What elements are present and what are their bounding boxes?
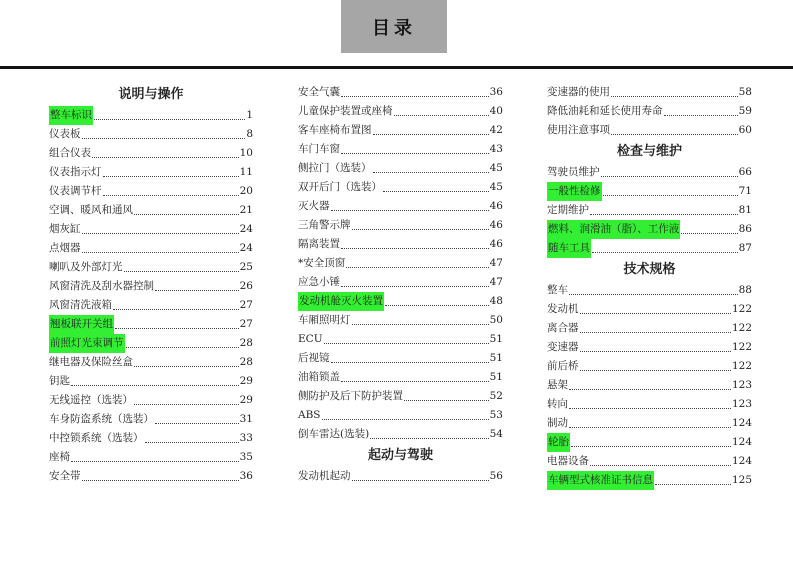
toc-entry[interactable] xyxy=(298,311,503,330)
toc-entry[interactable] xyxy=(298,330,503,349)
toc-entry[interactable] xyxy=(49,144,253,163)
toc-entry[interactable] xyxy=(49,258,253,277)
dot-leader xyxy=(394,115,489,116)
toc-entry[interactable] xyxy=(547,471,752,490)
toc-entry-page: 52 xyxy=(489,390,503,402)
toc-entry-title: 变速器 xyxy=(547,341,579,353)
toc-entry[interactable] xyxy=(547,239,752,258)
dot-leader xyxy=(569,294,738,295)
toc-entry[interactable] xyxy=(298,235,503,254)
dot-leader xyxy=(134,214,239,215)
toc-entry-title: 电器设备 xyxy=(547,455,589,467)
section-heading: 起动与驾驶 xyxy=(367,448,433,463)
toc-entry-page: 46 xyxy=(489,219,503,231)
dot-leader xyxy=(94,119,245,120)
toc-entry-page: 122 xyxy=(731,341,752,353)
toc-entry-title: 后视镜 xyxy=(298,352,330,364)
toc-entry-page: 123 xyxy=(731,398,752,410)
dot-leader xyxy=(341,381,489,382)
toc-entry-title: 整车 xyxy=(547,284,568,296)
dot-leader xyxy=(71,385,239,386)
toc-entry[interactable] xyxy=(298,159,503,178)
toc-entry-title: 安全带 xyxy=(49,470,81,482)
dot-leader xyxy=(569,408,731,409)
toc-entry-page: 122 xyxy=(731,322,752,334)
toc-entry-page: 36 xyxy=(489,86,503,98)
header-rule xyxy=(0,66,793,69)
toc-entry-title: ABS xyxy=(298,409,321,421)
toc-entry-title: 发动机舱灭火装置 xyxy=(298,292,384,311)
toc-entry-page: 122 xyxy=(731,303,752,315)
toc-entry[interactable] xyxy=(49,106,253,125)
toc-entry[interactable] xyxy=(547,102,752,121)
toc-entry-title: 安全气囊 xyxy=(298,86,340,98)
toc-entry-page: 28 xyxy=(239,337,253,349)
toc-entry-title: 三角警示牌 xyxy=(298,219,351,231)
toc-entry[interactable] xyxy=(49,372,253,391)
toc-entry-title: 应急小锤 xyxy=(298,276,340,288)
toc-entry-page: 53 xyxy=(489,409,503,421)
dot-leader xyxy=(331,362,489,363)
toc-entry-page: 40 xyxy=(489,105,503,117)
toc-entry-title: 定期维护 xyxy=(547,204,589,216)
toc-entry-page: 56 xyxy=(489,470,503,482)
toc-entry-title: 发动机起动 xyxy=(298,470,351,482)
toc-entry[interactable] xyxy=(298,349,503,368)
toc-entry-page: 66 xyxy=(738,166,752,178)
dot-leader xyxy=(385,305,489,306)
toc-entry-title: 风窗清洗及刮水器控制 xyxy=(49,280,154,292)
toc-entry-page: 42 xyxy=(489,124,503,136)
toc-entry-page: 11 xyxy=(239,166,253,178)
toc-entry[interactable] xyxy=(49,391,253,410)
toc-entry[interactable] xyxy=(298,83,503,102)
toc-entry[interactable] xyxy=(49,182,253,201)
toc-entry-title: 倒车雷达(选装) xyxy=(298,428,370,440)
dot-leader xyxy=(370,438,488,439)
toc-entry-title: 隔离装置 xyxy=(298,238,340,250)
dot-leader xyxy=(681,233,737,234)
toc-entry[interactable] xyxy=(49,125,253,144)
dot-leader xyxy=(155,423,239,424)
dot-leader xyxy=(603,195,738,196)
dot-leader xyxy=(580,332,731,333)
toc-entry[interactable] xyxy=(547,452,752,471)
toc-entry-page: 125 xyxy=(731,474,752,486)
toc-entry-title: 车厢照明灯 xyxy=(298,314,351,326)
dot-leader xyxy=(352,229,489,230)
toc-entry-page: 86 xyxy=(738,223,752,235)
toc-entry[interactable] xyxy=(547,376,752,395)
toc-entry-title: 点烟器 xyxy=(49,242,81,254)
toc-entry-page: 45 xyxy=(489,162,503,174)
toc-entry[interactable] xyxy=(49,239,253,258)
dot-leader xyxy=(611,134,738,135)
toc-entry[interactable] xyxy=(547,281,752,300)
toc-entry-page: 47 xyxy=(489,257,503,269)
toc-entry[interactable] xyxy=(49,334,253,353)
toc-entry[interactable] xyxy=(49,296,253,315)
toc-entry-page: 122 xyxy=(731,360,752,372)
toc-entry-title: 双开后门（选装） xyxy=(298,181,382,193)
dot-leader xyxy=(590,465,731,466)
toc-entry-title: 组合仪表 xyxy=(49,147,91,159)
toc-entry-title: 油箱锁盖 xyxy=(298,371,340,383)
toc-entry-title: 燃料、润滑油（脂）、工作液 xyxy=(547,220,680,239)
toc-entry-title: 侧防护及后下防护装置 xyxy=(298,390,403,402)
toc-entry[interactable] xyxy=(298,197,503,216)
toc-entry[interactable] xyxy=(49,163,253,182)
toc-entry-page: 51 xyxy=(489,352,503,364)
dot-leader xyxy=(341,248,489,249)
dot-leader xyxy=(341,153,489,154)
toc-entry[interactable] xyxy=(547,319,752,338)
toc-entry-page: 43 xyxy=(489,143,503,155)
dot-leader xyxy=(655,484,731,485)
toc-entry-title: 中控锁系统（选装） xyxy=(49,432,144,444)
toc-entry-page: 124 xyxy=(731,455,752,467)
dot-leader xyxy=(103,195,239,196)
toc-entry[interactable] xyxy=(298,216,503,235)
toc-entry-title: 客车座椅布置图 xyxy=(298,124,372,136)
toc-column-3 xyxy=(547,83,752,490)
toc-entry[interactable] xyxy=(49,467,253,486)
dot-leader xyxy=(82,138,246,139)
toc-entry-page: 27 xyxy=(239,318,253,330)
toc-entry[interactable] xyxy=(298,425,503,444)
toc-entry-page: 58 xyxy=(738,86,752,98)
toc-entry-title: 钥匙 xyxy=(49,375,70,387)
toc-entry-page: 25 xyxy=(239,261,253,273)
toc-entry-page: 50 xyxy=(489,314,503,326)
toc-entry[interactable] xyxy=(547,433,752,452)
dot-leader xyxy=(341,286,489,287)
toc-entry-page: 81 xyxy=(738,204,752,216)
dot-leader xyxy=(346,267,488,268)
toc-entry-page: 59 xyxy=(738,105,752,117)
dot-leader xyxy=(383,191,489,192)
toc-entry-title: 灭火器 xyxy=(298,200,330,212)
toc-entry[interactable] xyxy=(298,406,503,425)
toc-entry-title: 车门车窗 xyxy=(298,143,340,155)
toc-entry[interactable] xyxy=(547,220,752,239)
toc-entry[interactable] xyxy=(298,102,503,121)
dot-leader xyxy=(611,96,738,97)
dot-leader xyxy=(92,157,239,158)
toc-entry-title: 喇叭及外部灯光 xyxy=(49,261,123,273)
dot-leader xyxy=(113,309,239,310)
dot-leader xyxy=(331,210,489,211)
dot-leader xyxy=(103,176,239,177)
toc-entry-title: 发动机 xyxy=(547,303,579,315)
toc-entry-page: 35 xyxy=(239,451,253,463)
toc-entry-page: 124 xyxy=(731,436,752,448)
toc-entry[interactable] xyxy=(298,254,503,273)
toc-entry-page: 45 xyxy=(489,181,503,193)
dot-leader xyxy=(341,96,489,97)
toc-entry-title: 侧拉门（选装） xyxy=(298,162,372,174)
toc-entry[interactable] xyxy=(49,410,253,429)
toc-entry[interactable] xyxy=(547,357,752,376)
dot-leader xyxy=(592,252,738,253)
toc-entry-page: 71 xyxy=(738,185,752,197)
toc-entry[interactable] xyxy=(298,178,503,197)
toc-entry-page: 36 xyxy=(239,470,253,482)
toc-entry-page: 54 xyxy=(489,428,503,440)
toc-column-1 xyxy=(49,83,253,486)
toc-entry-title: 仪表调节杆 xyxy=(49,185,102,197)
toc-entry[interactable] xyxy=(49,220,253,239)
toc-entry-title: 继电器及保险丝盒 xyxy=(49,356,133,368)
toc-entry[interactable] xyxy=(547,182,752,201)
toc-entry-page: 24 xyxy=(239,242,253,254)
dot-leader xyxy=(82,252,239,253)
page-title: 目录 xyxy=(341,0,447,53)
toc-entry-page: 31 xyxy=(239,413,253,425)
toc-entry-title: ECU xyxy=(298,333,323,345)
toc-entry-page: 123 xyxy=(731,379,752,391)
toc-entry[interactable] xyxy=(298,387,503,406)
toc-entry[interactable] xyxy=(547,121,752,140)
section-heading: 说明与操作 xyxy=(118,87,184,102)
toc-entry[interactable] xyxy=(49,353,253,372)
dot-leader xyxy=(134,404,239,405)
dot-leader xyxy=(352,480,489,481)
dot-leader xyxy=(580,370,731,371)
toc-entry-page: 60 xyxy=(738,124,752,136)
toc-entry-title: 轮胎 xyxy=(547,433,570,452)
dot-leader xyxy=(373,172,489,173)
toc-entry-title: 风窗清洗液箱 xyxy=(49,299,112,311)
section-heading: 检查与维护 xyxy=(616,144,682,159)
toc-entry-title: 车辆型式核准证书信息 xyxy=(547,471,654,490)
toc-entry[interactable] xyxy=(49,201,253,220)
toc-entry[interactable] xyxy=(49,448,253,467)
toc-entry-page: 27 xyxy=(239,299,253,311)
toc-entry[interactable] xyxy=(49,277,253,296)
toc-entry-page: 20 xyxy=(239,185,253,197)
dot-leader xyxy=(569,389,731,390)
toc-entry-page: 21 xyxy=(239,204,253,216)
dot-leader xyxy=(115,328,239,329)
toc-entry[interactable] xyxy=(298,121,503,140)
toc-entry-title: *安全顶窗 xyxy=(298,257,346,269)
toc-entry-title: 无线遥控（选装） xyxy=(49,394,133,406)
dot-leader xyxy=(82,233,239,234)
dot-leader xyxy=(590,214,738,215)
toc-entry-title: 制动 xyxy=(547,417,568,429)
section-heading: 技术规格 xyxy=(623,262,676,277)
toc-entry[interactable] xyxy=(547,300,752,319)
toc-entry-title: 离合器 xyxy=(547,322,579,334)
toc-entry-title: 驾驶员维护 xyxy=(547,166,600,178)
toc-entry-title: 仪表指示灯 xyxy=(49,166,102,178)
toc-entry[interactable] xyxy=(49,315,253,334)
dot-leader xyxy=(664,115,738,116)
dot-leader xyxy=(373,134,489,135)
toc-entry-title: 空调、暖风和通风 xyxy=(49,204,133,216)
dot-leader xyxy=(569,427,731,428)
toc-entry-title: 前后桥 xyxy=(547,360,579,372)
toc-entry[interactable] xyxy=(547,83,752,102)
dot-leader xyxy=(601,176,738,177)
toc-entry-title: 车身防盗系统（选装） xyxy=(49,413,154,425)
toc-entry-title: 儿童保护装置或座椅 xyxy=(298,105,393,117)
toc-entry-title: 转向 xyxy=(547,398,568,410)
toc-entry-title: 仪表板 xyxy=(49,128,81,140)
toc-entry-title: 降低油耗和延长使用寿命 xyxy=(547,105,663,117)
toc-entry[interactable] xyxy=(298,368,503,387)
toc-entry-page: 29 xyxy=(239,394,253,406)
dot-leader xyxy=(145,442,239,443)
toc-entry-page: 26 xyxy=(239,280,253,292)
toc-entry-page: 48 xyxy=(489,295,503,307)
dot-leader xyxy=(155,290,239,291)
toc-entry-title: 座椅 xyxy=(49,451,70,463)
dot-leader xyxy=(71,461,239,462)
toc-entry-title: 前照灯光束调节 xyxy=(49,334,125,353)
toc-entry[interactable] xyxy=(298,292,503,311)
toc-entry-page: 33 xyxy=(239,432,253,444)
toc-entry-page: 10 xyxy=(239,147,253,159)
dot-leader xyxy=(352,324,489,325)
toc-entry-page: 8 xyxy=(246,128,253,140)
toc-entry-page: 124 xyxy=(731,417,752,429)
toc-entry-page: 88 xyxy=(738,284,752,296)
toc-entry-title: 整车标识 xyxy=(49,106,93,125)
toc-entry[interactable] xyxy=(49,429,253,448)
toc-entry-page: 51 xyxy=(489,333,503,345)
toc-entry-page: 46 xyxy=(489,200,503,212)
toc-entry[interactable] xyxy=(547,338,752,357)
toc-entry[interactable] xyxy=(547,395,752,414)
toc-entry-title: 烟灰缸 xyxy=(49,223,81,235)
toc-entry-page: 28 xyxy=(239,356,253,368)
toc-entry-page: 24 xyxy=(239,223,253,235)
toc-entry-title: 随车工具 xyxy=(547,239,591,258)
toc-entry[interactable] xyxy=(547,163,752,182)
dot-leader xyxy=(82,480,239,481)
toc-entry[interactable] xyxy=(547,414,752,433)
toc-entry[interactable] xyxy=(298,467,503,486)
toc-entry-page: 87 xyxy=(738,242,752,254)
toc-column-2 xyxy=(298,83,503,486)
toc-entry-title: 一般性检修 xyxy=(547,182,602,201)
dot-leader xyxy=(322,419,489,420)
toc-entry-page: 51 xyxy=(489,371,503,383)
toc-entry-page: 46 xyxy=(489,238,503,250)
dot-leader xyxy=(404,400,489,401)
toc-entry-page: 47 xyxy=(489,276,503,288)
dot-leader xyxy=(126,347,239,348)
toc-entry[interactable] xyxy=(298,273,503,292)
toc-entry[interactable] xyxy=(547,201,752,220)
toc-entry-title: 变速器的使用 xyxy=(547,86,610,98)
dot-leader xyxy=(324,343,489,344)
dot-leader xyxy=(580,351,731,352)
toc-entry-title: 使用注意事项 xyxy=(547,124,610,136)
dot-leader xyxy=(134,366,239,367)
dot-leader xyxy=(124,271,239,272)
toc-entry[interactable] xyxy=(298,140,503,159)
toc-entry-title: 悬架 xyxy=(547,379,568,391)
toc-entry-page: 1 xyxy=(246,109,253,121)
dot-leader xyxy=(571,446,731,447)
dot-leader xyxy=(580,313,731,314)
toc-entry-page: 29 xyxy=(239,375,253,387)
toc-entry-title: 翘板联开关组 xyxy=(49,315,114,334)
